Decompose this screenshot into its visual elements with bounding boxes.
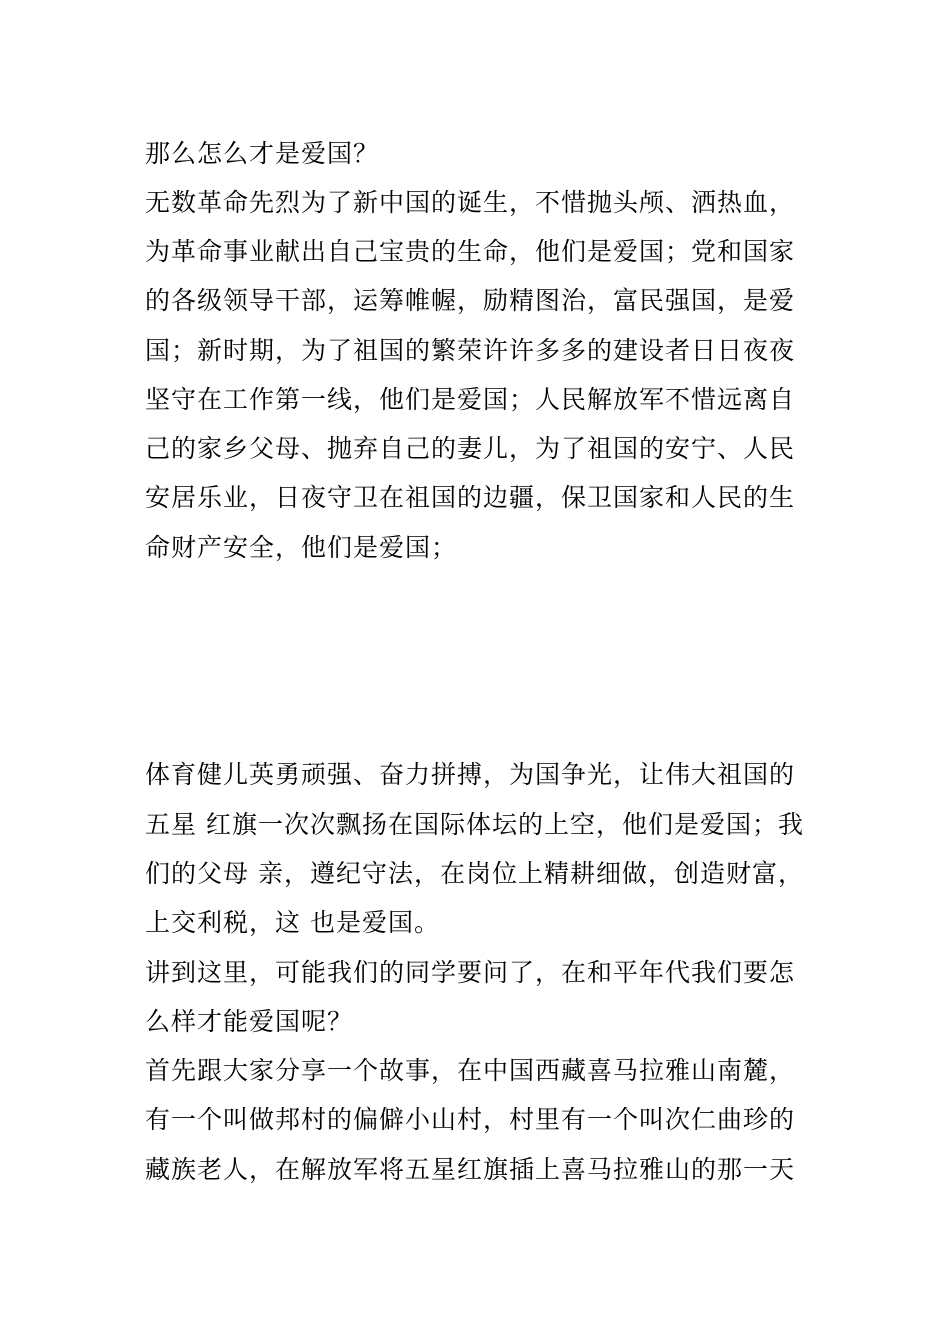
text-line: 们的父母 亲，遵纪守法，在岗位上精耕细做，创造财富， — [145, 859, 804, 888]
text-line: 么样才能爱国呢？ — [145, 1007, 354, 1036]
text-line: 那么怎么才是爱国？ — [145, 139, 380, 168]
text-line: 有一个叫做邦村的偏僻小山村，村里有一个叫次仁曲珍的 — [145, 1105, 796, 1134]
text-line: 首先跟大家分享一个故事，在中国西藏喜马拉雅山南麓， — [145, 1056, 796, 1085]
text-line: 的各级领导干部，运筹帷幄，励精图治，富民强国，是爱 — [145, 286, 796, 315]
text-line: 体育健儿英勇顽强、奋力拼搏，为国争光，让伟大祖国的 — [145, 760, 796, 789]
text-line: 己的家乡父母、抛弃自己的妻儿，为了祖国的安宁、人民 — [145, 434, 796, 463]
text-line: 上交利税，这 也是爱国。 — [145, 908, 440, 937]
text-line: 坚守在工作第一线，他们是爱国；人民解放军不惜远离自 — [145, 385, 796, 414]
text-line: 为革命事业献出自己宝贵的生命，他们是爱国；党和国家 — [145, 237, 796, 266]
text-line: 讲到这里，可能我们的同学要问了，在和平年代我们要怎 — [145, 958, 796, 987]
text-line: 藏族老人，在解放军将五星红旗插上喜马拉雅山的那一天 — [145, 1155, 796, 1184]
text-line: 五星 红旗一次次飘扬在国际体坛的上空，他们是爱国；我 — [145, 810, 804, 839]
text-line: 命财产安全，他们是爱国； — [145, 533, 458, 562]
text-line: 安居乐业，日夜守卫在祖国的边疆，保卫国家和人民的生 — [145, 483, 796, 512]
text-line: 无数革命先烈为了新中国的诞生，不惜抛头颅、洒热血， — [145, 188, 796, 217]
text-line: 国；新时期，为了祖国的繁荣许许多多的建设者日日夜夜 — [145, 336, 796, 365]
